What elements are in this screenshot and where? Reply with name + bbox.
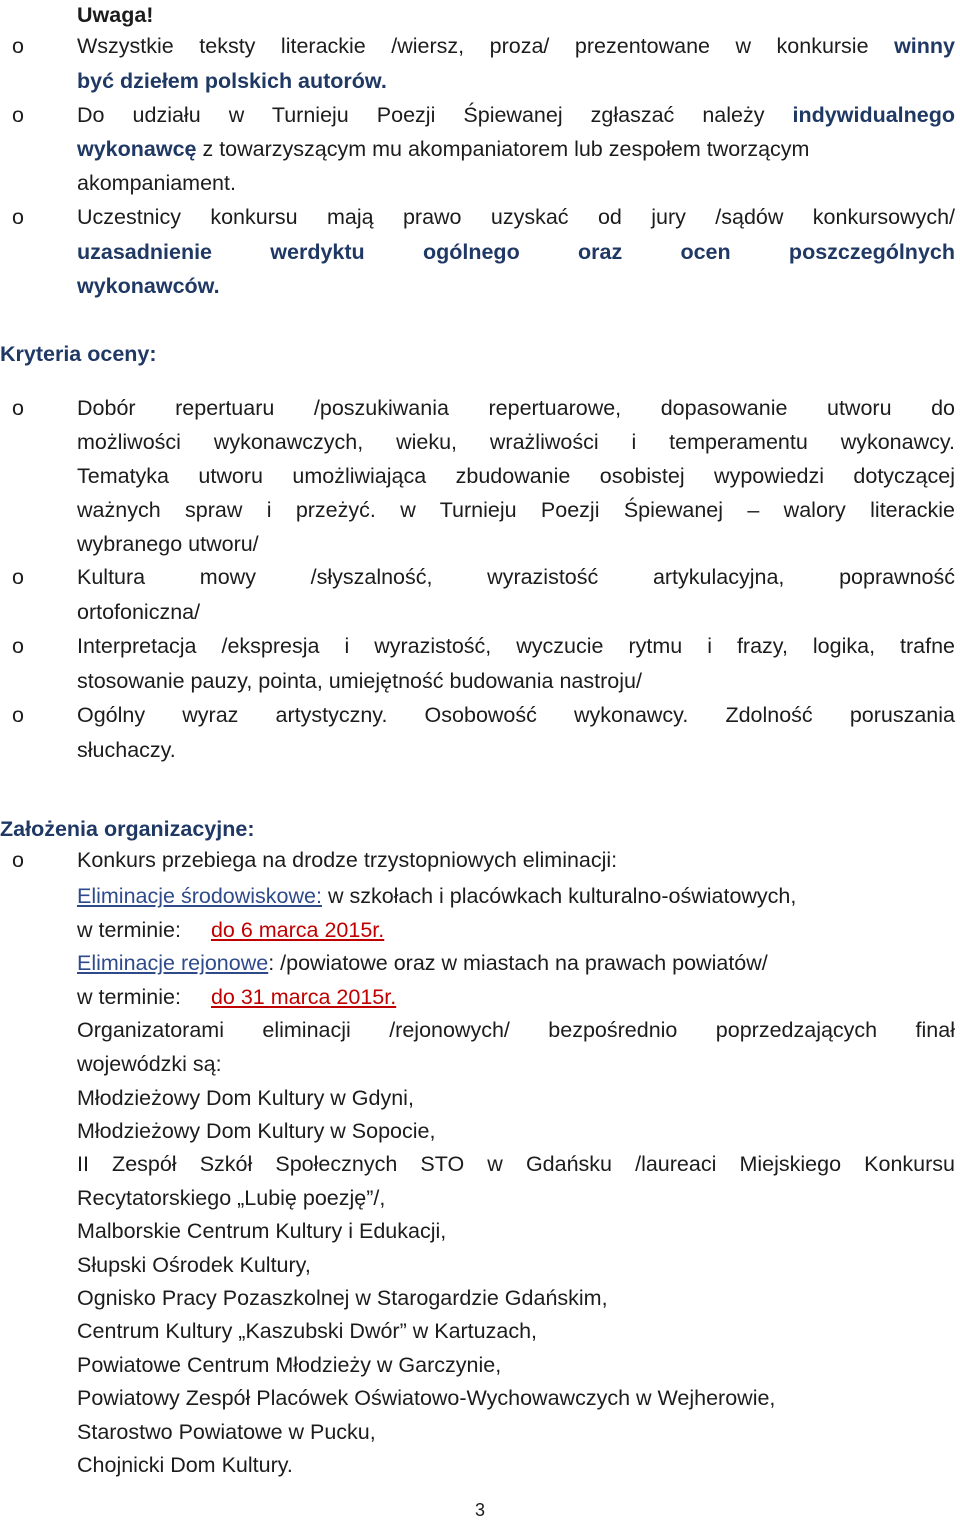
- organizer-item: Ognisko Pracy Pozaszkolnej w Starogardzie Gdańskim,: [77, 1286, 608, 1310]
- warning-title: Uwaga!: [77, 3, 154, 27]
- organizer-item: Powiatowy Zespół Placówek Oświatowo-Wychowawczych w Wejherowie,: [77, 1386, 776, 1410]
- bullet-icon: o: [12, 34, 24, 58]
- list-item-line: ortofoniczna/: [77, 600, 201, 624]
- list-item-line: być dziełem polskich autorów.: [77, 69, 387, 93]
- bullet-icon: o: [12, 205, 24, 229]
- bullet-icon: o: [12, 103, 24, 127]
- bullet-icon: o: [12, 848, 24, 872]
- list-item-line: Tematyka utworu umożliwiająca zbudowanie osobistej wypowiedzi dotyczącej: [77, 464, 955, 488]
- list-item: Interpretacja /ekspresja i wyrazistość, wyczucie rytmu i frazy, logika, trafne: [77, 634, 955, 658]
- bullet-icon: o: [12, 396, 24, 420]
- list-item: Kultura mowy /słyszalność, wyrazistość artykulacyjna, poprawność: [77, 565, 955, 589]
- elimination-school-level: Eliminacje środowiskowe: w szkołach i placówkach kulturalno-oświatowych,: [77, 884, 797, 908]
- list-item-line: akompaniament.: [77, 171, 236, 195]
- organizer-item: Słupski Ośrodek Kultury,: [77, 1253, 311, 1277]
- list-item-line: wykonawców.: [77, 274, 220, 298]
- organizers-intro-line: wojewódzki są:: [77, 1052, 222, 1076]
- list-item-line: wykonawcę z towarzyszącym mu akompaniatorem lub zespołem tworzącym: [77, 137, 810, 161]
- section-heading-criteria: Kryteria oceny:: [0, 342, 157, 366]
- organizer-item: Chojnicki Dom Kultury.: [77, 1453, 293, 1477]
- list-item: Do udziału w Turnieju Poezji Śpiewanej zgłaszać należy indywidualnego: [77, 103, 955, 127]
- organizer-item: Młodzieżowy Dom Kultury w Gdyni,: [77, 1086, 414, 1110]
- list-item-line: wybranego utworu/: [77, 532, 259, 556]
- elimination-school-deadline: w terminie: do 6 marca 2015r.: [77, 918, 385, 942]
- section-heading-organization: Założenia organizacyjne:: [0, 817, 255, 841]
- list-item-line: ważnych spraw i przeżyć. w Turnieju Poezji Śpiewanej – walory literackie: [77, 498, 955, 522]
- bullet-icon: o: [12, 634, 24, 658]
- bullet-icon: o: [12, 565, 24, 589]
- list-item-line: słuchaczy.: [77, 738, 176, 762]
- organizer-item: Powiatowe Centrum Młodzieży w Garczynie,: [77, 1353, 502, 1377]
- bullet-icon: o: [12, 703, 24, 727]
- organizers-intro: Organizatorami eliminacji /rejonowych/ bezpośrednio poprzedzających finał: [77, 1018, 955, 1042]
- organizer-item: II Zespół Szkół Społecznych STO w Gdańsku /laureaci Miejskiego Konkursu: [77, 1152, 955, 1176]
- organizer-item: Centrum Kultury „Kaszubski Dwór” w Kartuzach,: [77, 1319, 538, 1343]
- list-item-line: stosowanie pauzy, pointa, umiejętność budowania nastroju/: [77, 669, 642, 693]
- elimination-regional-deadline: w terminie: do 31 marca 2015r.: [77, 985, 397, 1009]
- list-item-line: uzasadnienie werdyktu ogólnego oraz ocen poszczególnych: [77, 240, 955, 264]
- page-number: 3: [474, 1500, 485, 1520]
- organizer-item: Młodzieżowy Dom Kultury w Sopocie,: [77, 1119, 436, 1143]
- organizer-item: Malborskie Centrum Kultury i Edukacji,: [77, 1219, 447, 1243]
- list-item-line: możliwości wykonawczych, wieku, wrażliwości i temperamentu wykonawcy.: [77, 430, 955, 454]
- list-item: Ogólny wyraz artystyczny. Osobowość wykonawcy. Zdolność poruszania: [77, 703, 955, 727]
- org-intro: Konkurs przebiega na drodze trzystopniowych eliminacji:: [77, 848, 618, 872]
- elimination-regional-level: Eliminacje rejonowe: /powiatowe oraz w miastach na prawach powiatów/: [77, 951, 768, 975]
- organizer-item: Starostwo Powiatowe w Pucku,: [77, 1420, 376, 1444]
- list-item: Uczestnicy konkursu mają prawo uzyskać od jury /sądów konkursowych/: [77, 205, 955, 229]
- list-item: Wszystkie teksty literackie /wiersz, proza/ prezentowane w konkursie winny: [77, 34, 955, 58]
- organizer-item: Recytatorskiego „Lubię poezję”/,: [77, 1186, 386, 1210]
- list-item: Dobór repertuaru /poszukiwania repertuarowe, dopasowanie utworu do: [77, 396, 955, 420]
